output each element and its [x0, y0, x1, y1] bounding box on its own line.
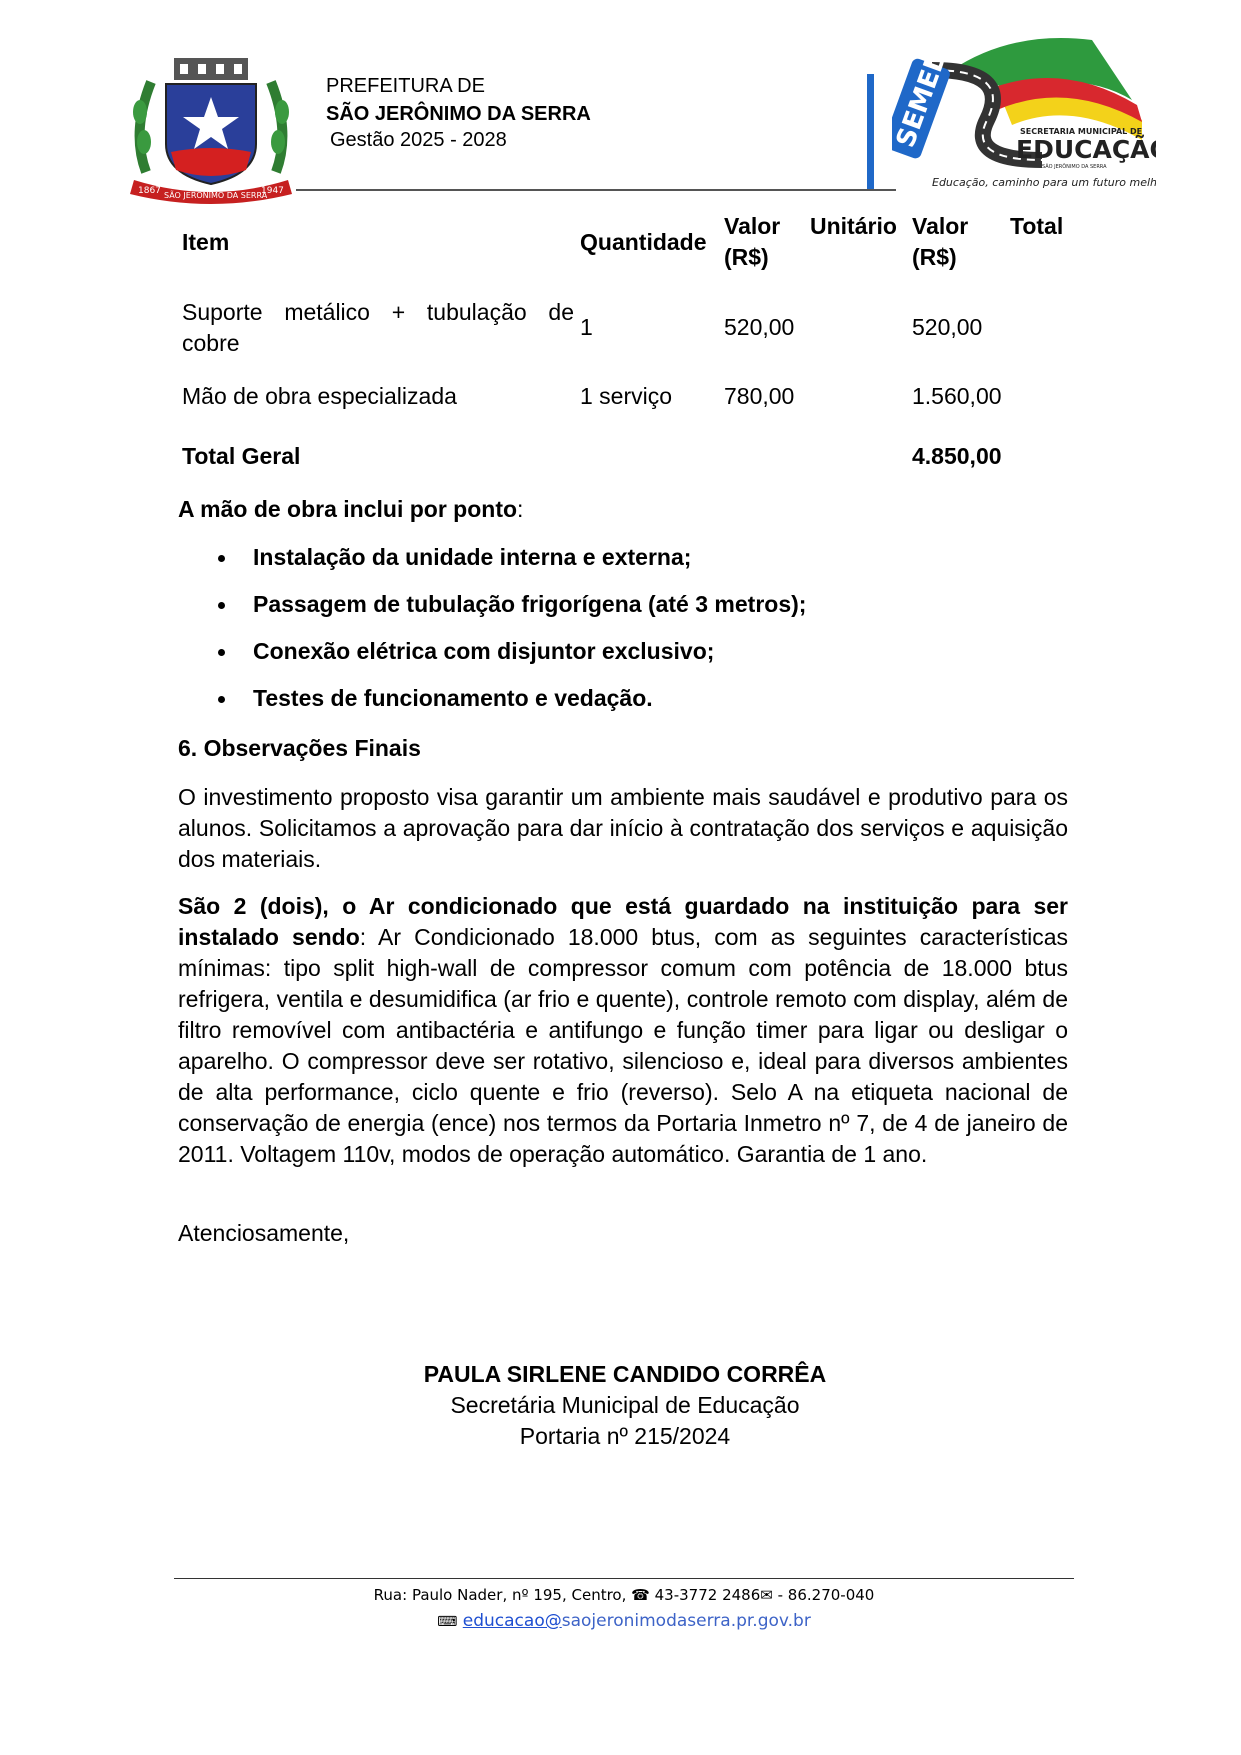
- row2-total-value: 1.560,00: [912, 383, 1002, 409]
- phone-icon: ☎: [631, 1586, 650, 1604]
- header-gestao: Gestão 2025 - 2028: [330, 129, 507, 151]
- signatory-name: PAULA SIRLENE CANDIDO CORRÊA: [423, 1361, 827, 1387]
- footer-divider: [174, 1578, 1074, 1579]
- list-item: Conexão elétrica com disjuntor exclusivo;: [253, 638, 715, 664]
- signatory-portaria: Portaria nº 215/2024: [519, 1423, 731, 1449]
- logo-semed-text: SEMED: [892, 45, 954, 152]
- total-geral-label: Total Geral: [182, 443, 301, 469]
- row1-item-line1: Suporte metálico + tubulação de: [182, 299, 574, 325]
- signatory-role: Secretária Municipal de Educação: [450, 1392, 800, 1418]
- computer-icon: ⌨: [437, 1614, 458, 1630]
- row1-unit-value: 520,00: [724, 314, 795, 340]
- labor-heading: A mão de obra inclui por ponto:: [178, 496, 524, 522]
- footer-phone: 43-3772 2486: [654, 1586, 761, 1604]
- closing-text: Atenciosamente,: [178, 1220, 350, 1246]
- table-header-quantidade: Quantidade: [580, 229, 707, 255]
- total-geral-value: 4.850,00: [912, 443, 1002, 469]
- mail-icon: ✉: [760, 1586, 773, 1604]
- row2-unit-value: 780,00: [724, 383, 795, 409]
- row1-total-value: 520,00: [912, 314, 983, 340]
- section6-paragraph2: São 2 (dois), o Ar condicionado que está guardado na instituição para ser instalado sendo: Ar Condicionado 18.000 btus, com as seguintes características mínimas: tipo split high-wall de compressor comum com potência de 18.000 btus refrigera, ventila e desumidifica (ar frio e quente), controle remoto com display, além de filtro removível com antibactéria e antifungo e função timer para ligar ou desligar o aparelho. O compressor deve ser rotativo, silencioso e, ideal para diversos ambientes de alta performance, ciclo quente e frio (reverso). Selo A na etiqueta nacional de conservação de energia (ence) nos termos da Portaria Inmetro nº 7, de 4 de janeiro de 2011. Voltagem 110v, modos de operação automático. Garantia de 1 ano.: [178, 893, 1068, 1167]
- logo-educacao-text: EDUCAÇÃO: [1016, 135, 1156, 164]
- section6-paragraph1: O investimento proposto visa garantir um ambiente mais saudável e produtivo para os alunos. Solicitamos a aprovação para dar início à contratação dos serviços e aquisição dos materiais.: [178, 784, 1068, 872]
- crest-year-left: 1867: [138, 186, 161, 196]
- table-header-valor: Valor: [724, 213, 781, 239]
- header-city: SÃO JERÔNIMO DA SERRA: [326, 103, 591, 125]
- table-header-valor-total: Valor: [912, 213, 969, 239]
- bullet-dot: [218, 696, 225, 703]
- row1-item-line2: cobre: [182, 330, 240, 356]
- table-header-rs-unit: (R$): [724, 244, 769, 270]
- crest-banner-text: SÃO JERÔNIMO DA SERRA: [164, 191, 268, 200]
- bullet-dot: [218, 602, 225, 609]
- table-header-unitario: Unitário: [810, 213, 897, 239]
- municipal-crest-logo: [126, 52, 296, 204]
- footer-cep: - 86.270-040: [777, 1586, 875, 1604]
- list-item: Instalação da unidade interna e externa;: [253, 544, 692, 570]
- row2-item: Mão de obra especializada: [182, 383, 457, 409]
- footer-email-line: [174, 1609, 1074, 1634]
- section6-title: 6. Observações Finais: [178, 735, 421, 761]
- crest-year-right: 1947: [261, 186, 284, 196]
- footer-email-link[interactable]: educacao@: [462, 1611, 562, 1631]
- header-prefeitura: PREFEITURA DE: [326, 75, 485, 97]
- list-item: Passagem de tubulação frigorígena (até 3 metros);: [253, 591, 807, 617]
- logo-secretaria-text: SECRETARIA MUNICIPAL DE: [1020, 127, 1143, 136]
- logo-slogan-text: Educação, caminho para um futuro melhor.: [932, 176, 1156, 189]
- row2-qty: 1 serviço: [580, 383, 673, 409]
- table-header-rs-total: (R$): [912, 244, 957, 270]
- row1-qty: 1: [580, 314, 593, 340]
- header-vertical-bar: [867, 74, 874, 189]
- table-header-total: Total: [1010, 213, 1064, 239]
- header-divider: [296, 189, 896, 191]
- footer-address: Rua: Paulo Nader, nº 195, Centro,: [373, 1586, 627, 1604]
- footer-address-line: [174, 1584, 1074, 1606]
- bullet-dot: [218, 555, 225, 562]
- table-header-item: Item: [182, 229, 230, 255]
- bullet-dot: [218, 649, 225, 656]
- logo-city-text: SÃO JERÔNIMO DA SERRA: [1042, 164, 1107, 170]
- footer-email-domain[interactable]: saojeronimodaserra.pr.gov.br: [561, 1611, 811, 1631]
- semed-logo: [892, 30, 1156, 198]
- list-item: Testes de funcionamento e vedação.: [253, 685, 653, 711]
